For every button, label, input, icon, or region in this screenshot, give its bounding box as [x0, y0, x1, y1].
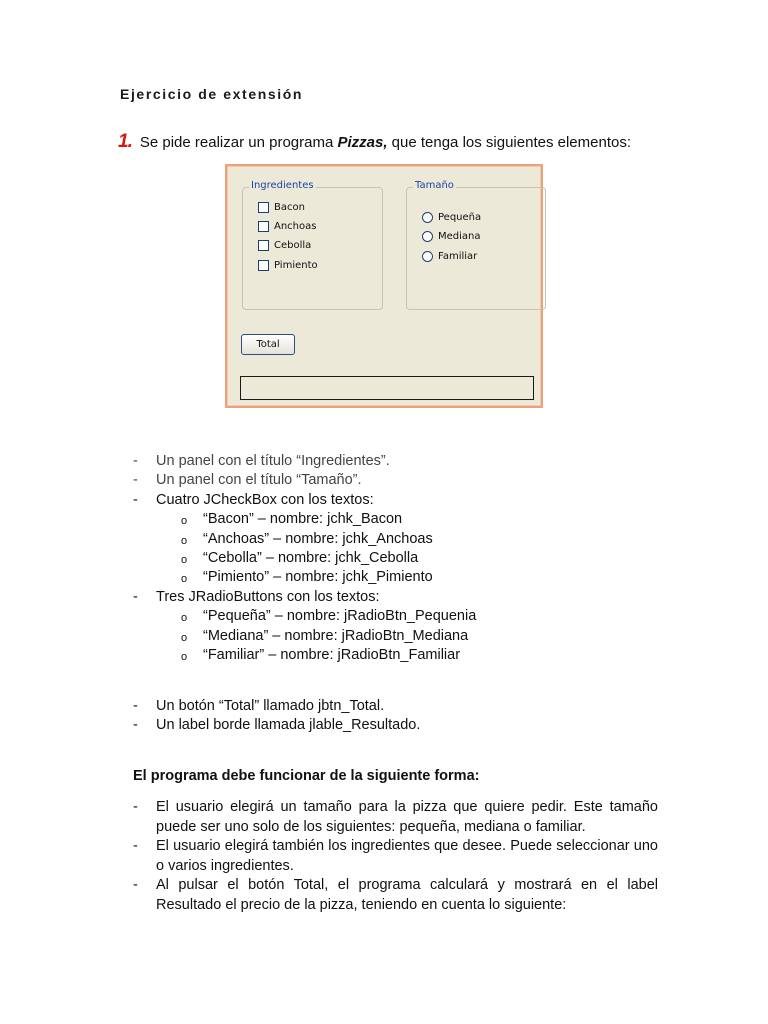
- dash: -: [133, 838, 138, 854]
- dash: -: [133, 472, 138, 489]
- list-item: [133, 716, 420, 735]
- list-item: [133, 471, 476, 490]
- bullet: o: [181, 534, 188, 547]
- exercise-heading: Ejercicio de extensión: [120, 86, 304, 102]
- elements-list: [133, 452, 476, 665]
- radio-circle[interactable]: [422, 212, 433, 223]
- radio-circle[interactable]: [422, 251, 433, 262]
- checkbox-bacon[interactable]: [258, 202, 305, 213]
- dash: -: [133, 491, 138, 508]
- tamano-panel-title: Tamaño: [415, 180, 454, 191]
- bullet: o: [181, 515, 188, 528]
- list-item: [133, 697, 420, 716]
- paragraph-item: [133, 798, 658, 837]
- dash: -: [133, 877, 138, 893]
- checkbox-box[interactable]: [258, 240, 269, 251]
- list-item: [133, 627, 476, 646]
- list-item-text: “Mediana” – nombre: jRadioBtn_Mediana: [203, 627, 469, 644]
- paragraph-item: [133, 876, 658, 915]
- pizzas-window-screenshot: [225, 164, 543, 408]
- checkbox-box[interactable]: [258, 221, 269, 232]
- paragraph-text: El usuario elegirá también los ingredientes que desee. Puede seleccionar uno o varios ingredientes.: [156, 838, 658, 874]
- checkbox-label: Pimiento: [274, 260, 318, 271]
- list-item-text: Un panel con el título “Tamaño”.: [156, 472, 362, 489]
- bullet: o: [181, 553, 188, 566]
- bullet: o: [181, 612, 188, 625]
- list-item: [133, 588, 476, 607]
- list-item: [133, 530, 476, 549]
- list-item-text: Cuatro JCheckBox con los textos:: [156, 491, 374, 508]
- list-item-text: “Pimiento” – nombre: jchk_Pimiento: [203, 569, 433, 586]
- dash: -: [133, 799, 138, 815]
- list-item: [133, 452, 476, 471]
- list-item-text: “Familiar” – nombre: jRadioBtn_Familiar: [203, 646, 461, 663]
- checkbox-label: Bacon: [274, 202, 305, 213]
- list-item-text: Tres JRadioButtons con los textos:: [156, 588, 380, 605]
- checkbox-label: Anchoas: [274, 221, 317, 232]
- list-item: [133, 510, 476, 529]
- paragraph-text: El usuario elegirá un tamaño para la pizza que quiere pedir. Este tamaño puede ser uno solo de los siguientes: pequeña, mediana o familiar.: [156, 799, 658, 835]
- list-item-text: “Anchoas” – nombre: jchk_Anchoas: [203, 530, 433, 547]
- item-text-before: Se pide realizar un programa: [139, 134, 338, 151]
- exercise-item-1: [118, 131, 631, 153]
- radio-label: Mediana: [438, 231, 481, 242]
- radio-circle[interactable]: [422, 231, 433, 242]
- checkbox-label: Cebolla: [274, 240, 312, 251]
- subheading: El programa debe funcionar de la siguiente forma:: [133, 768, 480, 784]
- bullet: o: [181, 573, 188, 586]
- item-number: 1.: [118, 131, 132, 152]
- radio-label: Familiar: [438, 251, 478, 262]
- ingredientes-panel: [242, 180, 383, 310]
- total-button[interactable]: Total: [241, 334, 295, 355]
- list-item: [133, 646, 476, 665]
- radio-mediana[interactable]: [422, 231, 481, 242]
- checkbox-pimiento[interactable]: [258, 260, 318, 271]
- radio-label: Pequeña: [438, 212, 482, 223]
- ingredientes-panel-title: Ingredientes: [251, 180, 314, 191]
- checkbox-cebolla[interactable]: [258, 240, 311, 251]
- result-label: [240, 376, 534, 400]
- list-item-text: Un botón “Total” llamado jbtn_Total.: [156, 698, 385, 714]
- bullet: o: [181, 631, 188, 644]
- item-text-program-name: Pizzas,: [337, 134, 388, 151]
- tamano-panel: [406, 180, 546, 310]
- dash: -: [133, 698, 138, 714]
- paragraph-item: [133, 837, 658, 876]
- elements-list-2: [133, 697, 420, 736]
- list-item-text: Un panel con el título “Ingredientes”.: [156, 453, 390, 469]
- list-item: [133, 568, 476, 587]
- item-text-after: que tenga los siguientes elementos:: [387, 134, 631, 151]
- list-item: [133, 549, 476, 568]
- paragraph-text: Al pulsar el botón Total, el programa calculará y mostrará en el label Resultado el precio de la pizza, teniendo en cuenta lo siguiente:: [156, 877, 658, 913]
- dash: -: [133, 588, 138, 605]
- bullet: o: [181, 650, 188, 663]
- list-item-text: “Bacon” – nombre: jchk_Bacon: [203, 511, 403, 528]
- radio-pequena[interactable]: [422, 212, 481, 223]
- list-item: [133, 607, 476, 626]
- dash: -: [133, 453, 138, 469]
- checkbox-box[interactable]: [258, 260, 269, 271]
- radio-familiar[interactable]: [422, 251, 477, 262]
- list-item-text: “Cebolla” – nombre: jchk_Cebolla: [203, 549, 419, 566]
- list-item-text: “Pequeña” – nombre: jRadioBtn_Pequenia: [203, 608, 477, 625]
- list-item-text: Un label borde llamada jlable_Resultado.: [156, 717, 421, 734]
- checkbox-box[interactable]: [258, 202, 269, 213]
- checkbox-anchoas[interactable]: [258, 221, 316, 232]
- dash: -: [133, 717, 138, 734]
- list-item: [133, 491, 476, 510]
